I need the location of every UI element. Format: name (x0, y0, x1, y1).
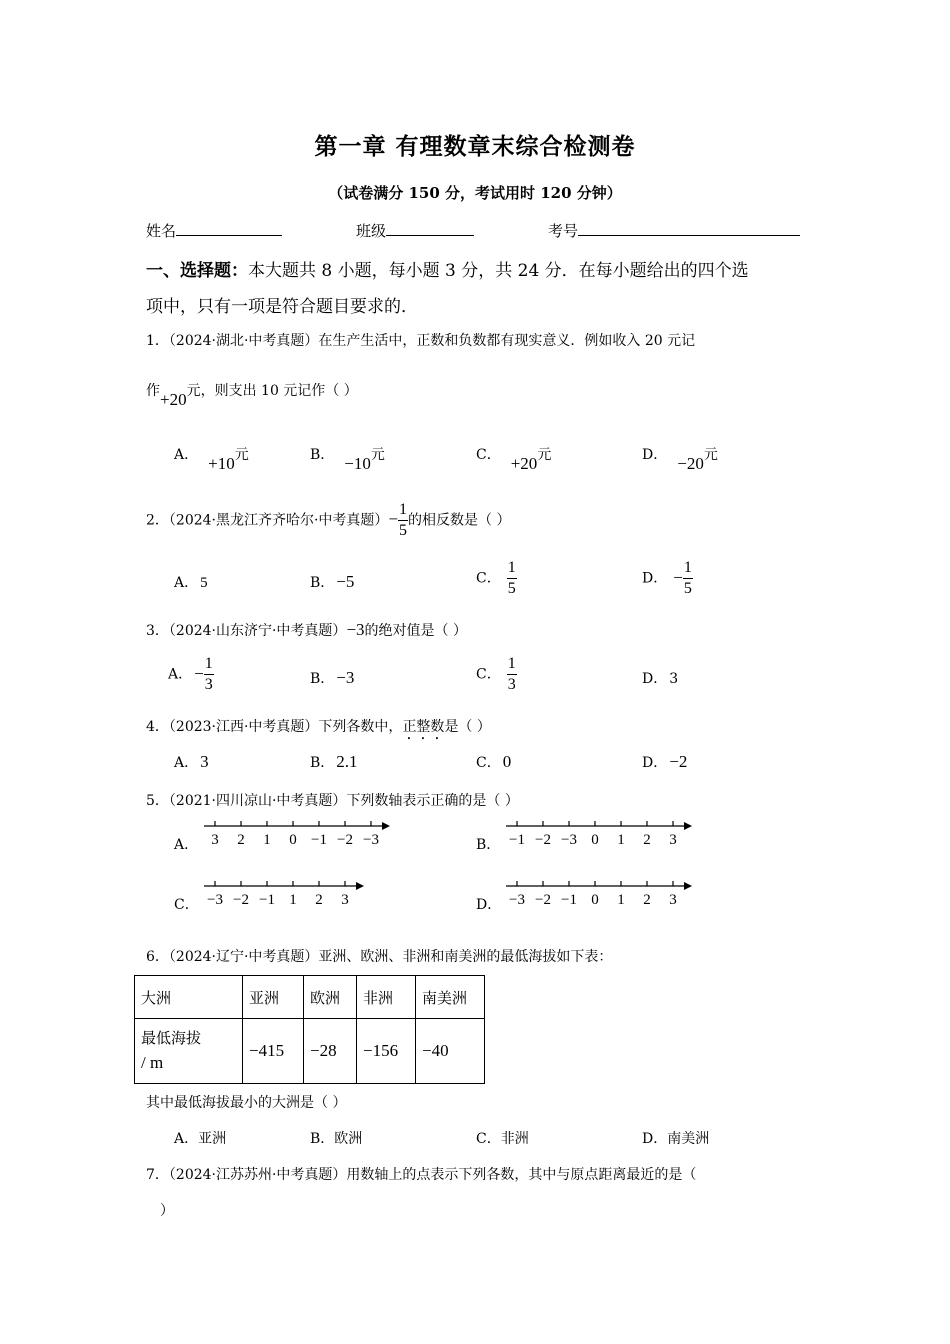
table-header-cell: 非洲 (357, 976, 416, 1019)
option-label: C． (476, 1131, 501, 1147)
q3-option-d[interactable] (642, 668, 678, 688)
option-unit: 元 (703, 447, 718, 463)
question-7-stem: 7．（2024·江苏苏州·中考真题）用数轴上的点表示下列各数，其中与原点距离最近的是（ (146, 1167, 697, 1183)
option-value: 欧洲 (334, 1131, 363, 1147)
exam-number-field[interactable] (548, 220, 800, 241)
table-cell: −156 (357, 1019, 416, 1084)
option-value: −3 (336, 668, 355, 687)
option-unit: 元 (537, 447, 552, 463)
question-6-stem: 6．（2024·辽宁·中考真题）亚洲、欧洲、非洲和南美洲的最低海拔如下表： (146, 949, 613, 965)
tick-label: −1 (509, 832, 525, 848)
table-header-cell: 大洲 (135, 976, 243, 1019)
tick-label: 1 (289, 892, 297, 908)
option-fraction (683, 560, 693, 597)
section-instructions-line2: 项中，只有一项是符合题目要求的． (146, 297, 418, 317)
tick-label: −3 (207, 892, 223, 908)
q3-option-a[interactable] (168, 656, 214, 693)
table-cell: −40 (416, 1019, 485, 1084)
option-unit: 元 (370, 447, 385, 463)
question-2-stem (146, 502, 510, 539)
q5-option-a-numberline[interactable] (200, 818, 395, 852)
q2-option-b[interactable] (310, 572, 354, 592)
row-label-unit: / m (141, 1052, 164, 1072)
q1-option-c[interactable] (476, 444, 552, 473)
option-value: 亚洲 (198, 1131, 227, 1147)
option-unit: 元 (234, 447, 249, 463)
name-label: 姓名 (146, 222, 177, 240)
tick-label: −3 (363, 832, 379, 848)
section-heading (146, 256, 749, 281)
tick-label: −2 (535, 832, 551, 848)
option-label: D． (642, 1131, 668, 1147)
question-1-stem-line2 (146, 380, 358, 409)
section-title: 一、选择题： (146, 261, 248, 281)
q4-option-a[interactable] (174, 752, 209, 772)
option-value: 5 (200, 575, 208, 591)
option-sign: − (673, 567, 683, 587)
option-label: A． (174, 1131, 199, 1147)
q6-option-a[interactable] (174, 1128, 226, 1148)
q3-option-b[interactable] (310, 668, 354, 688)
option-label: B． (310, 575, 335, 591)
table-header-cell: 欧洲 (304, 976, 357, 1019)
fraction-numerator: 1 (683, 560, 693, 579)
exam-subtitle: （试卷满分 150 分，考试用时 120 分钟） (328, 184, 622, 202)
q1-text: 作 (146, 383, 160, 399)
fraction-numerator: 1 (507, 656, 517, 675)
tick-label: 1 (617, 892, 625, 908)
q1-math: +20 (160, 390, 187, 409)
q4-option-d[interactable] (642, 752, 687, 772)
fraction-numerator: 1 (204, 656, 214, 675)
row-label-text: 最低海拔 (141, 1029, 202, 1047)
q5-option-c-numberline[interactable] (200, 878, 370, 912)
option-math: −20 (677, 454, 704, 473)
q4-option-c[interactable] (476, 752, 511, 772)
option-label: B． (310, 671, 335, 687)
tick-label: 1 (263, 832, 271, 848)
q4-text-rest: 是（ ） (444, 719, 491, 735)
table-cell: −28 (304, 1019, 357, 1084)
q5-option-d-label[interactable]: D． (476, 897, 502, 913)
fraction-denominator: 5 (399, 522, 408, 539)
tick-label: 0 (591, 892, 599, 908)
q3-math: −3 (346, 620, 365, 639)
option-label: D． (642, 570, 668, 587)
q3-text-rest: 的绝对值是（ ） (364, 623, 467, 639)
class-label: 班级 (356, 222, 387, 240)
q2-text-rest: 的相反数是（ ） (408, 512, 511, 529)
option-label: C． (476, 666, 501, 683)
fraction-denominator: 5 (683, 580, 692, 597)
fraction-denominator: 3 (204, 676, 213, 693)
class-field[interactable] (356, 220, 474, 241)
fraction-numerator: 1 (398, 502, 408, 521)
tick-label: 2 (237, 832, 245, 848)
tick-label: 0 (289, 832, 297, 848)
class-blank[interactable] (386, 221, 474, 236)
tick-label: 3 (341, 892, 349, 908)
table-header-cell: 亚洲 (243, 976, 304, 1019)
tick-label: 3 (669, 892, 677, 908)
tick-label: 1 (617, 832, 625, 848)
fraction-numerator: 1 (507, 560, 517, 579)
option-label: B． (310, 755, 335, 771)
exam-number-label: 考号 (548, 222, 579, 240)
option-value: −2 (669, 752, 688, 771)
number-line-d (502, 878, 697, 912)
q1-option-b[interactable] (310, 444, 385, 473)
q5-option-c-label[interactable]: C． (174, 897, 199, 913)
table-header-row (135, 976, 485, 1019)
question-5-stem: 5．（2021·四川凉山·中考真题）下列数轴表示正确的是（ ） (146, 793, 519, 809)
option-label: A． (174, 575, 199, 591)
option-label: B． (310, 447, 335, 463)
fraction-denominator: 3 (507, 676, 516, 693)
q4-emphasis: 正整数 (402, 719, 445, 735)
tick-label: −3 (561, 832, 577, 848)
option-label: D． (642, 755, 668, 771)
q4-text: 4．（2023·江西·中考真题）下列各数中， (146, 719, 403, 735)
number-line-a (200, 818, 395, 852)
table-row (135, 1019, 485, 1084)
altitude-table (134, 975, 485, 1084)
option-value: 0 (502, 752, 512, 771)
tick-label: −3 (509, 892, 525, 908)
table-row-label (135, 1019, 243, 1084)
tick-label: 0 (591, 832, 599, 848)
option-label: A． (174, 447, 199, 463)
q3-option-c[interactable] (476, 656, 517, 693)
q2-sign: − (388, 509, 399, 529)
question-6-after: 其中最低海拔最小的大洲是（ ） (146, 1095, 347, 1111)
q1-text-rest: 元，则支出 10 元记作（ ） (186, 383, 358, 399)
tick-label: −1 (311, 832, 327, 848)
exam-number-blank[interactable] (578, 221, 800, 236)
option-value: 非洲 (500, 1131, 529, 1147)
q6-option-d[interactable] (642, 1128, 709, 1148)
question-7-stem-line2: ） (160, 1203, 174, 1219)
table-header-cell: 南美洲 (416, 976, 485, 1019)
q5-option-a-label[interactable]: A． (174, 837, 199, 853)
tick-label: −1 (259, 892, 275, 908)
q5-option-d-numberline[interactable] (502, 878, 697, 912)
q1-option-a[interactable] (174, 444, 249, 473)
q6-option-b[interactable] (310, 1128, 362, 1148)
option-sign: − (194, 663, 204, 683)
option-label: C． (476, 755, 501, 771)
option-label: C． (476, 447, 501, 463)
q1-option-d[interactable] (642, 444, 718, 473)
name-blank[interactable] (176, 221, 282, 236)
q5-option-b-label[interactable]: B． (476, 837, 501, 853)
option-label: A． (174, 755, 199, 771)
tick-label: 2 (643, 832, 651, 848)
option-value: −5 (336, 572, 355, 591)
question-1-stem: 1．（2024·湖北·中考真题）在生产生活中，正数和负数都有现实意义．例如收入 20 元记 (146, 333, 696, 349)
q2-fraction (398, 502, 408, 539)
option-value: 2.1 (336, 752, 358, 771)
option-label: C． (476, 570, 501, 587)
q4-option-b[interactable] (310, 752, 358, 772)
question-3-stem (146, 620, 467, 640)
option-label: D． (642, 671, 668, 687)
tick-label: 3 (211, 832, 219, 848)
q2-text: 2．（2024·黑龙江齐齐哈尔·中考真题） (146, 512, 389, 529)
option-math: +20 (510, 454, 538, 473)
q2-option-d[interactable] (642, 560, 693, 597)
table-cell: −415 (243, 1019, 304, 1084)
option-value: 3 (669, 671, 679, 687)
tick-label: −2 (233, 892, 249, 908)
q6-option-c[interactable] (476, 1128, 529, 1148)
q3-text: 3．（2024·山东济宁·中考真题） (146, 623, 347, 639)
tick-label: 3 (669, 832, 677, 848)
option-math: −10 (344, 454, 371, 473)
page-title: 第一章 有理数章末综合检测卷 (314, 133, 636, 160)
tick-label: −1 (561, 892, 577, 908)
option-value: 南美洲 (667, 1131, 710, 1147)
q5-option-b-numberline[interactable] (502, 818, 697, 852)
tick-label: −2 (535, 892, 551, 908)
option-label: B． (310, 1131, 335, 1147)
option-fraction (204, 656, 214, 693)
number-line-b (502, 818, 697, 852)
tick-label: 2 (315, 892, 323, 908)
option-fraction (507, 656, 517, 693)
number-line-c (200, 878, 370, 912)
section-instructions-line1: 本大题共 8 小题，每小题 3 分，共 24 分．在每小题给出的四个选 (248, 261, 749, 281)
option-math: +10 (208, 454, 235, 473)
option-label: A． (168, 666, 193, 683)
option-value: 3 (200, 752, 209, 771)
fraction-denominator: 5 (507, 580, 516, 597)
option-label: D． (642, 447, 668, 463)
option-fraction (507, 560, 517, 597)
tick-label: 2 (643, 892, 651, 908)
question-4-stem (146, 716, 491, 743)
q2-option-c[interactable] (476, 560, 517, 597)
q2-option-a[interactable] (174, 572, 208, 592)
tick-label: −2 (337, 832, 353, 848)
name-field[interactable] (146, 220, 282, 241)
